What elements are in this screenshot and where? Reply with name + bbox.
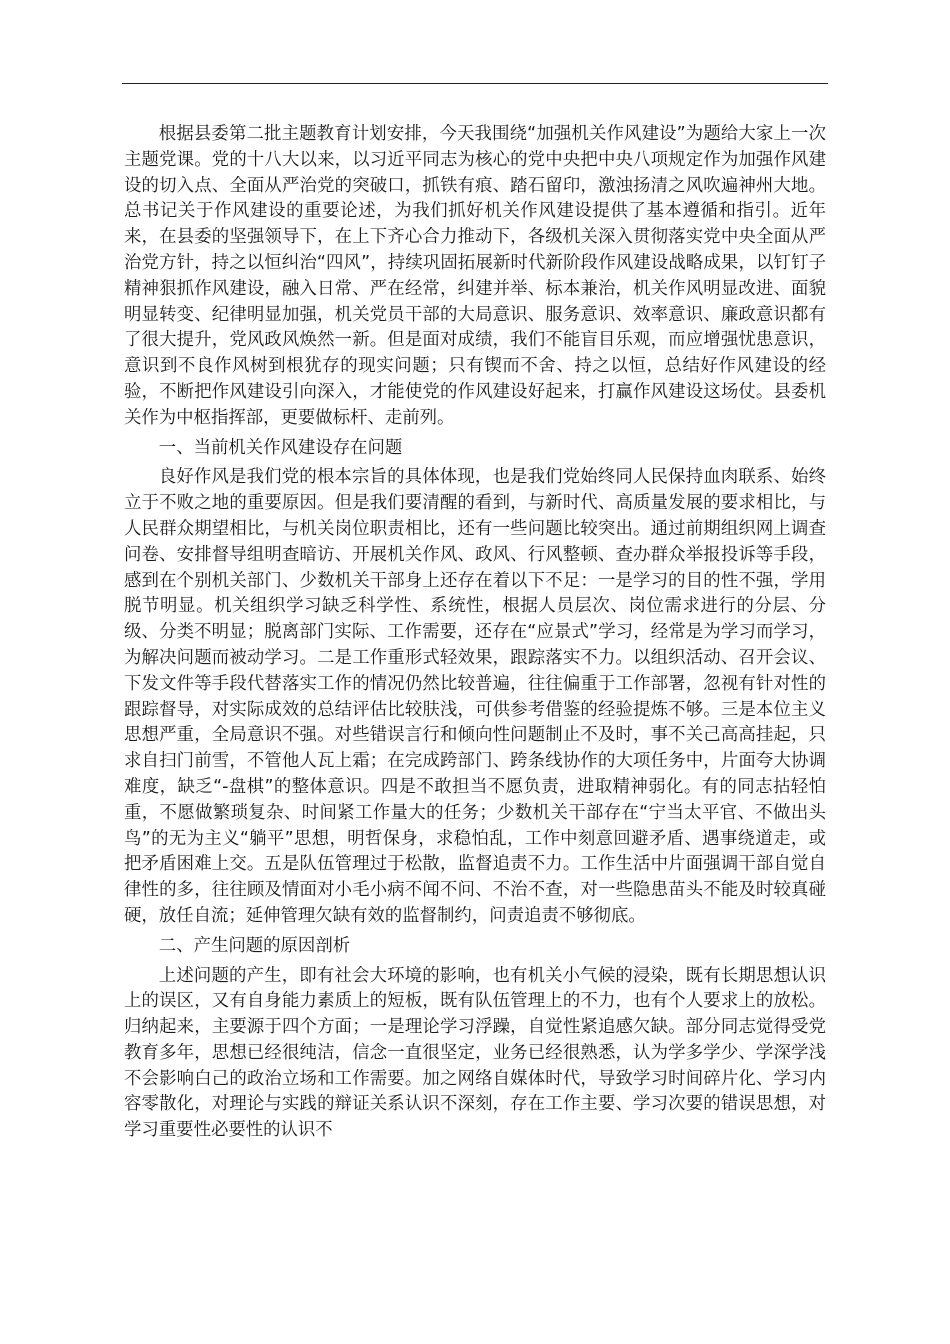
section-heading-2: 二、产生问题的原因剖析 xyxy=(158,935,351,956)
section-1-paragraph: 良好作风是我们党的根本宗旨的具体体现，也是我们党始终同人民保持血肉联系、始终立于不败之地的重要原因。但是我们要清醒的看到，与新时代、高质量发展的要求相比，与人民群众期望相比，与机关岗位职责相比，还有一些问题比较突出。通过前期组织网上调查问卷、安排督导组明查暗访、开展机关作风、政风、行风整顿、查办群众举报投诉等手段，感到在个别机关部门、少数机关干部身上还存在着以下不足：一是学习的目的性不强，学用脱节明显。机关组织学习缺乏科学性、系统性，根据人员层次、岗位需求进行的分层、分级、分类不明显；脱离部门实际、工作需要，还存在“应景式”学习，经常是为学习而学习，为解决问题而被动学习。二是工作重形式轻效果，跟踪落实不力。以组织活动、召开会议、下发文件等手段代替落实工作的情况仍然比较普遍，往往偏重于工作部署，忽视有针对性的跟踪督导，对实际成效的总结评估比较肤浅，可供参考借鉴的经验提炼不够。三是本位主义思想严重，全局意识不强。对些错误言行和倾向性问题制止不及时，事不关己高高挂起，只求自扫门前雪，不管他人瓦上霜；在完成跨部门、跨条线协作的大项任务中，片面夸大协调难度，缺乏“-盘棋”的整体意识。四是不敢担当不愿负责，进取精神弱化。有的同志拈轻怕重，不愿做繁琐复杂、时间紧工作量大的任务；少数机关干部存在“宁当太平官、不做出头鸟”的无为主义“躺平”思想，明哲保身，求稳怕乱，工作中刻意回避矛盾、遇事绕道走，或把矛盾困难上交。五是队伍管理过于松散，监督追责不力。工作生活中片面强调干部自觉自律性的多，往往顾及情面对小毛小病不闻不问、不治不查，对一些隐患苗头不能及时较真碰硬，放任自流；延伸管理欠缺有效的监督制约，问责追责不够彻底。 xyxy=(124,467,826,926)
section-2-paragraph: 上述问题的产生，即有社会大环境的影响，也有机关小气候的浸染，既有长期思想认识上的误区，又有自身能力素质上的短板，既有队伍管理上的不力，也有个人要求上的放松。归纳起来，主要源于四个方面；一是理论学习浮躁，自觉性紧追感欠缺。部分同志觉得受党教育多年，思想已经很纯洁，信念一直很坚定，业务已经很熟悉，认为学多学少、学深学浅不会影响白己的政治立场和工作需要。加之网络自媒体时代，导致学习时间碎片化、学习内容零散化，对理论与实践的辩证关系认识不深刻，存在工作主要、学习次要的错误思想，对学习重要性必要性的认识不 xyxy=(124,965,826,1141)
section-heading-1: 一、当前机关作风建设存在问题 xyxy=(158,437,403,458)
intro-paragraph: 根据县委第二批主题教育计划安排，今天我围绕“加强机关作风建设”为题给大家上一次主题党课。党的十八大以来，以习近平同志为核心的党中央把中央八项规定作为加强作风建设的切入点、全面从严治党的突破口，抓铁有痕、踏石留印，激浊扬清之风吹遍神州大地。总书记关于作风建设的重要论述，为我们抓好机关作风建设提供了基本遵循和指引。近年来，在县委的坚强领导下，在上下齐心合力推动下，各级机关深入贯彻落实党中央全面从严治党方针，持之以恒纠治“四风”，持续巩固拓展新时代新阶段作风建设战略成果，以钉钉子精神狠抓作风建设，融入日常、严在经常，纠建并举、标本兼治，机关作风明显改进、面貌明显转变、纪律明显加强，机关党员干部的大局意识、服务意识、效率意识、廉政意识都有了很大提升，党风政风焕然一新。但是面对成绩，我们不能盲目乐观，而应增强忧患意识，意识到不良作风树到根犹存的现实问题；只有锲而不舍、持之以恒，总结好作风建设的经验，不断把作风建设引向深入，才能使党的作风建设好起来，打赢作风建设这场仗。县委机关作为中枢指挥部，更要做标杆、走前列。 xyxy=(124,124,826,428)
document-body xyxy=(124,122,826,1144)
header-rule xyxy=(122,83,828,84)
